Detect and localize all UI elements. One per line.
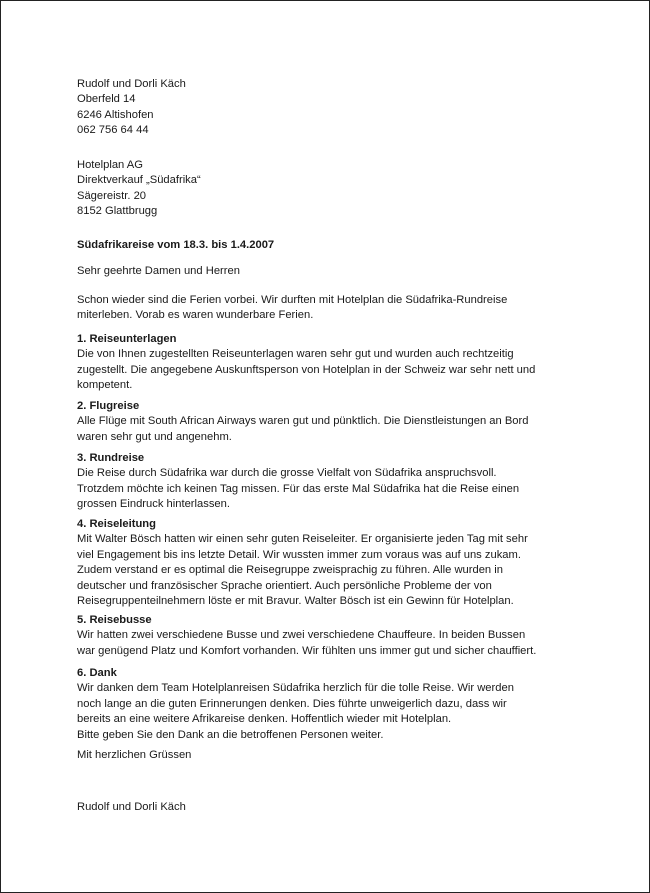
section-line: war genügend Platz und Komfort vorhanden. Wir fühlten uns immer gut und sicher chauffiert. <box>77 644 537 657</box>
section-line: waren sehr gut und angenehm. <box>77 430 232 443</box>
sender-address <box>77 77 577 139</box>
section-line: Zudem verstand er es optimal die Reisegruppe zweisprachig zu führen. Alle wurden in <box>77 564 503 577</box>
recipient-city: 8152 Glattbrugg <box>77 205 158 218</box>
section-reiseunterlagen <box>77 332 577 394</box>
closing: Mit herzlichen Grüssen <box>77 749 192 761</box>
section-flugreise <box>77 399 577 445</box>
section-line: viel Engagement bis ins letzte Detail. Wir wussten immer zum voraus was auf uns zukam. <box>77 548 521 561</box>
section-line: Wir danken dem Team Hotelplanreisen Südafrika herzlich für die tolle Reise. Wir werden <box>77 682 514 695</box>
section-line: bereits an eine weitere Afrikareise denken. Hoffentlich wieder mit Hotelplan. <box>77 713 452 726</box>
section-line: noch lange an die guten Erinnerungen denken. Dies führte unweigerlich dazu, dass wir <box>77 697 507 710</box>
section-line: Die von Ihnen zugestellten Reiseunterlagen waren sehr gut und wurden auch rechtzeitig <box>77 348 514 361</box>
section-heading: 2. Flugreise <box>77 400 140 412</box>
section-heading: 3. Rundreise <box>77 452 145 464</box>
recipient-address <box>77 158 577 220</box>
sender-name: Rudolf und Dorli Käch <box>77 78 186 90</box>
subject-line <box>77 238 577 253</box>
sender-phone: 062 756 64 44 <box>77 124 149 137</box>
intro-line: miterleben. Vorab es waren wunderbare Ferien. <box>77 309 314 322</box>
section-heading: 5. Reisebusse <box>77 614 152 626</box>
section-line: deutscher und französischer Sprache orientiert. Auch persönliche Probleme der von <box>77 579 492 592</box>
section-line: Reisegruppenteilnehmern löste er mit Bravur. Walter Bösch ist ein Gewinn für Hotelplan. <box>77 595 514 608</box>
section-reiseleitung <box>77 517 577 609</box>
section-line: Wir hatten zwei verschiedene Busse und zwei verschiedene Chauffeure. In beiden Bussen <box>77 629 526 642</box>
section-line: Mit Walter Bösch hatten wir einen sehr guten Reiseleiter. Er organisierte jeden Tag mit sehr <box>77 533 528 546</box>
signature: Rudolf und Dorli Käch <box>77 801 186 813</box>
section-line: zugestellt. Die angegebene Auskunftsperson von Hotelplan in der Schweiz war sehr nett und <box>77 363 536 376</box>
section-heading: 4. Reiseleitung <box>77 518 156 530</box>
recipient-street: Sägereistr. 20 <box>77 189 147 202</box>
sender-city: 6246 Altishofen <box>77 108 154 121</box>
section-line: Alle Flüge mit South African Airways waren gut und pünktlich. Die Dienstleistungen an Bord <box>77 415 529 428</box>
sender-street: Oberfeld 14 <box>77 93 136 106</box>
salutation-block <box>77 264 577 279</box>
subject: Südafrikareise vom 18.3. bis 1.4.2007 <box>77 239 275 251</box>
signature-block <box>77 800 577 815</box>
section-line: Bitte geben Sie den Dank an die betroffenen Personen weiter. <box>77 728 384 741</box>
section-line: grossen Eindruck hinterlassen. <box>77 498 230 511</box>
intro-line: Schon wieder sind die Ferien vorbei. Wir durften mit Hotelplan die Südafrika-Rundreise <box>77 294 508 306</box>
section-dank <box>77 666 577 743</box>
intro-paragraph <box>77 293 577 324</box>
salutation: Sehr geehrte Damen und Herren <box>77 265 240 277</box>
section-reisebusse <box>77 613 577 659</box>
closing-block <box>77 748 577 763</box>
section-heading: 6. Dank <box>77 667 117 679</box>
recipient-department: Direktverkauf „Südafrika“ <box>77 174 201 187</box>
section-line: Die Reise durch Südafrika war durch die grosse Vielfalt von Südafrika anspruchsvoll. <box>77 467 497 480</box>
section-line: Trotzdem möchte ich keinen Tag missen. Für das erste Mal Südafrika hat die Reise einen <box>77 482 520 495</box>
section-line: kompetent. <box>77 379 133 392</box>
section-rundreise <box>77 451 577 513</box>
section-heading: 1. Reiseunterlagen <box>77 333 177 345</box>
recipient-company: Hotelplan AG <box>77 159 143 171</box>
